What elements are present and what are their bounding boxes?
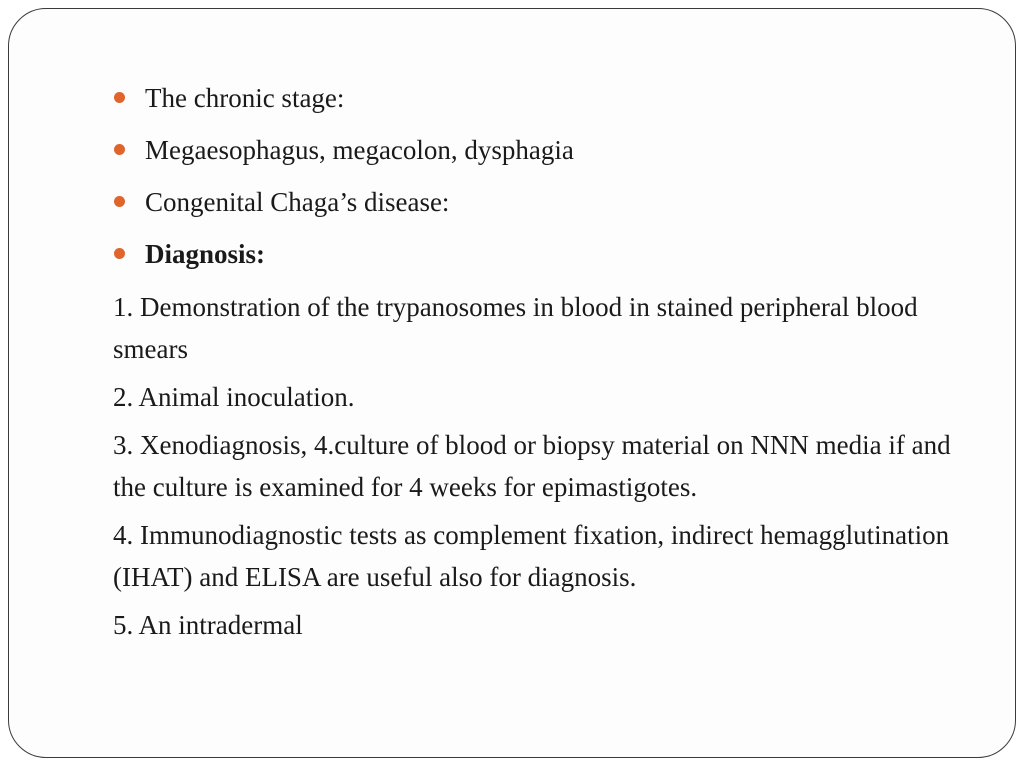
bullet-item-megaesophagus (113, 130, 963, 182)
diagnosis-list (113, 286, 963, 646)
bullet-list (113, 78, 963, 286)
diagnosis-item-1: 1. Demonstration of the trypanosomes in blood in stained peripheral blood smears (113, 292, 918, 364)
bullet-item-congenital (113, 182, 963, 234)
bullet-item-chronic-stage (113, 78, 963, 130)
diagnosis-item-4: 4. Immunodiagnostic tests as complement fixation, indirect hemagglutination (IHAT) and ELISA are useful also for diagnosis. (113, 520, 950, 592)
diagnosis-heading: Diagnosis: (145, 239, 266, 269)
bullet-text: Congenital Chaga’s disease: (145, 187, 450, 217)
bullet-text: The chronic stage: (145, 83, 345, 113)
diagnosis-item-3: 3. Xenodiagnosis, 4.culture of blood or biopsy material on NNN media if and the culture is examined for 4 weeks for epimastigotes. (113, 430, 951, 502)
bullet-dot-icon (114, 92, 125, 103)
diagnosis-item-2: 2. Animal inoculation. (113, 382, 355, 412)
bullet-dot-icon (114, 144, 125, 155)
slide-content (113, 78, 963, 652)
diagnosis-item-5: 5. An intradermal (113, 610, 303, 640)
bullet-text: Megaesophagus, megacolon, dysphagia (145, 135, 574, 165)
bullet-dot-icon (114, 196, 125, 207)
bullet-dot-icon (114, 248, 125, 259)
bullet-item-diagnosis (113, 234, 963, 286)
